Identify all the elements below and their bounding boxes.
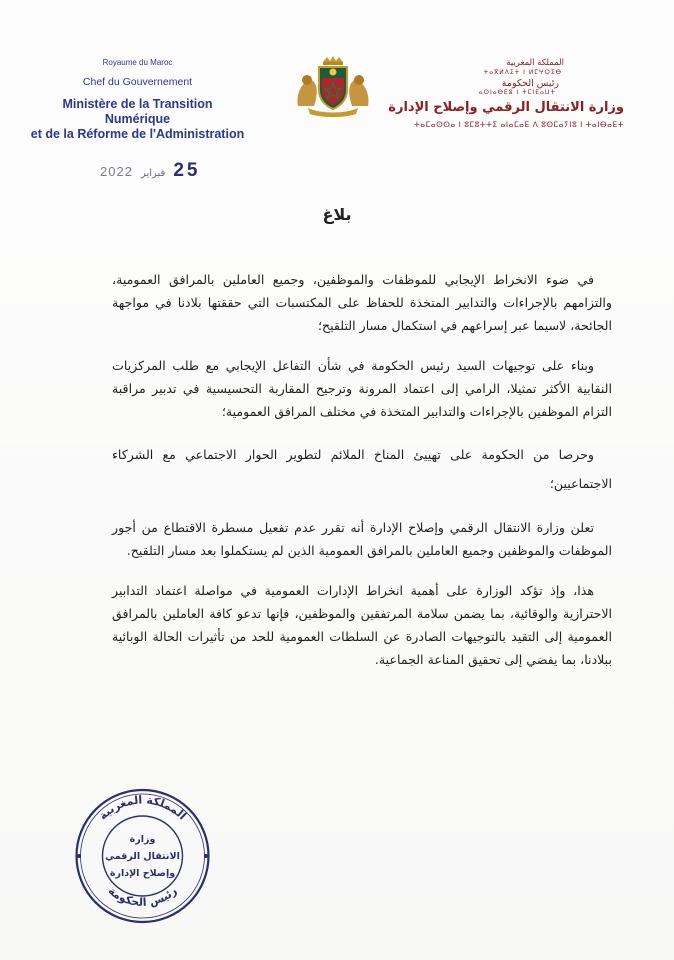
header-ar-chief: رئيس الحكومة	[501, 78, 559, 89]
document-date	[100, 160, 200, 184]
morocco-coat-of-arms-icon	[292, 56, 374, 118]
header-ar-tifinagh-ministry: ⵜⴰⵎⴰⵙⵙⴰ ⵏ ⵓⵎⵓⵜⵜⵉ ⴰⵏⴰⵎⴰⴹ ⴷ ⵓⵙⵎⴰⵢⵏⵓ ⵏ ⵜⴰⵏⴱⴰⴹⵜ	[414, 120, 624, 129]
header-ar-tifinagh-chief: ⴰⵙⵏⴰⴱⴹⵓ ⵏ ⵜⵎⵏⴹⴰⵡⵜ	[478, 89, 556, 96]
header-fr-kingdom: Royaume du Maroc	[102, 58, 173, 67]
header-arabic	[384, 58, 624, 129]
paragraph: هذا، وإذ تؤكد الوزارة على أهمية انخراط الإدارات العمومية في مواصلة اعتماد التدابير الاحترازية والوقائية، بما يضمن سلامة المرتفقين والموظفين، فإنها تدعو كافة العاملين بالمرافق العمومية إلى التقيد بالتوجيهات الصادرة عن السلطات العمومية للحد من تأثيرات الحالة الوبائية ببلادنا، بما يفضي إلى تحقيق المناعة الجماعية.	[112, 583, 612, 667]
paragraph: تعلن وزارة الانتقال الرقمي وإصلاح الإدارة أنه تقرر عدم تفعيل مسطرة الاقتطاع من أجور الموظفات والموظفين وجميع العاملين بالمرافق العمومية الذين لم يستكملوا بعد مسار التلقيح.	[112, 520, 612, 558]
header-fr-chief: Chef du Gouvernement	[82, 76, 193, 88]
paragraph: في ضوء الانخراط الإيجابي للموظفات والموظفين، وجميع العاملين بالمرافق العمومية، والتزامهم بالإجراءات والتدابير المتخذة للحفاظ على المكتسبات التي حققتها بلادنا في مواجهة الجائحة، لاسيما عبر إسراعهم في استكمال مسار التلقيح؛	[112, 272, 612, 333]
header-ar-ministry: وزارة الانتقال الرقمي وإصلاح الإدارة	[388, 100, 624, 115]
header-ar-tifinagh-kingdom: ⵜⴰⴳⵍⴷⵉⵜ ⵏ ⵍⵎⵖⵔⵉⴱ	[483, 69, 562, 76]
official-stamp-icon	[70, 782, 215, 927]
stamp-line1: وزارة	[129, 834, 156, 845]
date-year: 2022	[100, 164, 133, 179]
date-day: 25	[173, 160, 201, 181]
paragraph: وحرصا من الحكومة على تهييئ المناخ الملائم لتطوير الحوار الاجتماعي مع الشركاء الاجتماعيين؛	[112, 447, 612, 491]
header-fr-ministry-line2: et de la Réforme de l'Administration	[30, 127, 245, 141]
stamp-outer-top: المملكة المغربية	[96, 793, 189, 823]
stamp-line3: وإصلاح الإدارة	[109, 868, 176, 879]
header-ar-kingdom: المملكة المغربية	[506, 58, 564, 68]
date-month: فبراير	[140, 168, 166, 179]
paragraph: وبناء على توجيهات السيد رئيس الحكومة في شأن التفاعل الإيجابي مع طلب المركزيات النقابية الأكثر تمثيلا، الرامي إلى اعتماد المرونة وترجيح المقاربة التحسيسية في تدبير مراقبة التزام الموظفين بالإجراءات والتدابير المتخذة في مختلف المرافق العمومية؛	[112, 358, 612, 419]
header-french	[30, 58, 245, 142]
stamp-line2: الانتقال الرقمي	[105, 851, 180, 862]
stamp-outer-bottom: رئيس الحكومة	[105, 884, 180, 909]
header-fr-ministry	[30, 97, 245, 142]
header-fr-ministry-line1: Ministère de la Transition Numérique	[62, 97, 213, 126]
svg-text:رئيس الحكومة	[106, 884, 180, 909]
document-body	[112, 268, 612, 671]
document-title: بلاغ	[322, 205, 352, 224]
